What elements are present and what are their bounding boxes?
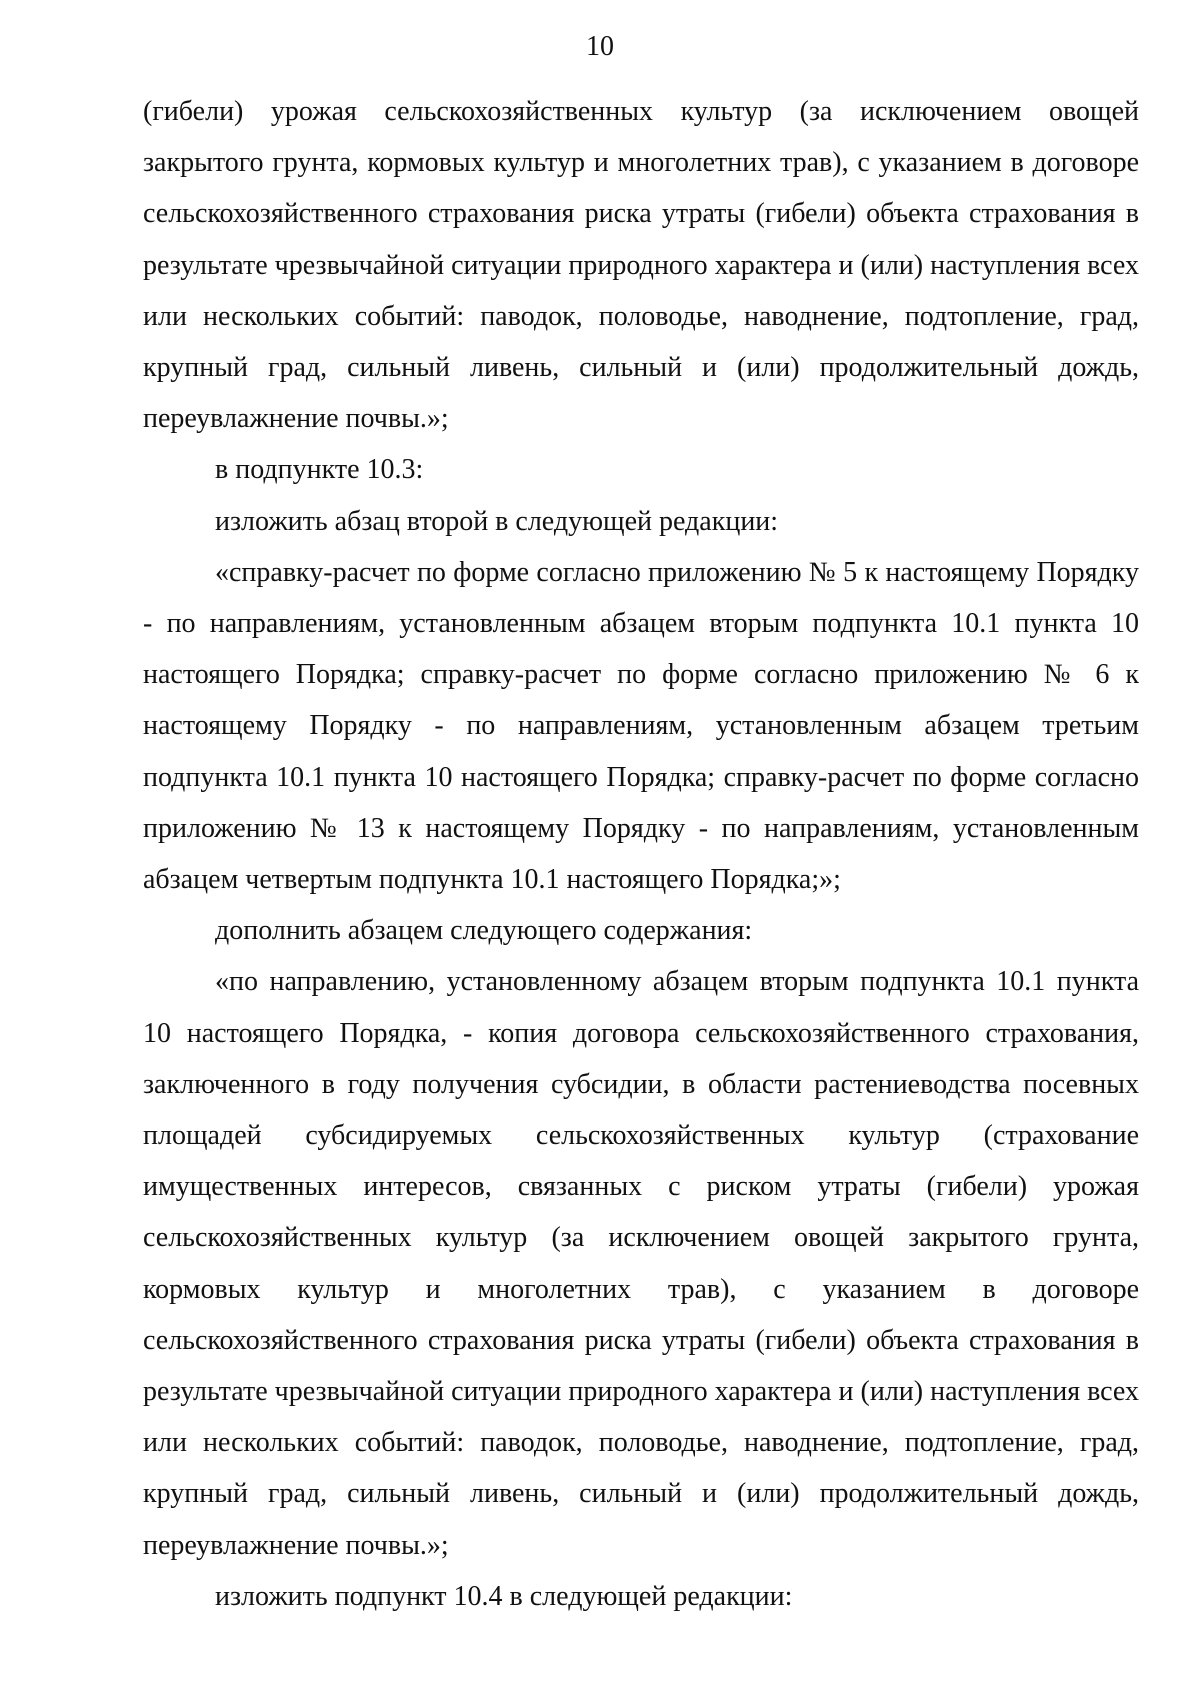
paragraph-continuation: (гибели) урожая сельскохозяйственных культур (за исключением овощей закрытого грунта, кормовых культур и многолетних трав), с указанием в договоре сельскохозяйственного страхования риска утраты (гибели) объекта страхования в результате чрезвычайной ситуации природного характера и (или) наступления всех или нескольких событий: паводок, половодье, наводнение, подтопление, град, крупный град, сильный ливень, сильный и (или) продолжительный дождь, переувлажнение почвы.»; — [143, 96, 1139, 435]
paragraph-amend-subitem-10-4: изложить подпункт 10.4 в следующей редакции: — [215, 1580, 793, 1612]
page-number: 10 — [586, 31, 614, 62]
paragraph-supplement-abzac: дополнить абзацем следующего содержания: — [215, 915, 753, 947]
paragraph-spravka-raschet: «справку-расчет по форме согласно приложению № 5 к настоящему Порядку - по направлениям, установленным абзацем вторым подпункта 10.1 пункта 10 настоящего Порядка; справку-расчет по форме согласно приложению № 6 к настоящему Порядку - по направлениям, установленным абзацем третьим подпункта 10.1 пункта 10 настоящего Порядка; справку-расчет по форме согласно приложению № 13 к настоящему Порядку - по направлениям, установленным абзацем четвертым подпункта 10.1 настоящего Порядка;»; — [143, 556, 1139, 896]
paragraph-amend-second-abzac: изложить абзац второй в следующей редакции: — [215, 505, 779, 537]
document-body — [143, 86, 1139, 1622]
paragraph-subitem-10-3: в подпункте 10.3: — [215, 454, 424, 486]
paragraph-insurance-contract-copy: «по направлению, установленному абзацем вторым подпункта 10.1 пункта 10 настоящего Порядка, - копия договора сельскохозяйственного страхования, заключенного в году получения субсидии, в области растениеводства посевных площадей субсидируемых сельскохозяйственных культур (страхование имущественных интересов, связанных с риском утраты (гибели) урожая сельскохозяйственных культур (за исключением овощей закрытого грунта, кормовых культур и многолетних трав), с указанием в договоре сельскохозяйственного страхования риска утраты (гибели) объекта страхования в результате чрезвычайной ситуации природного характера и (или) наступления всех или нескольких событий: паводок, половодье, наводнение, подтопление, град, крупный град, сильный ливень, сильный и (или) продолжительный дождь, переувлажнение почвы.»; — [143, 966, 1139, 1561]
